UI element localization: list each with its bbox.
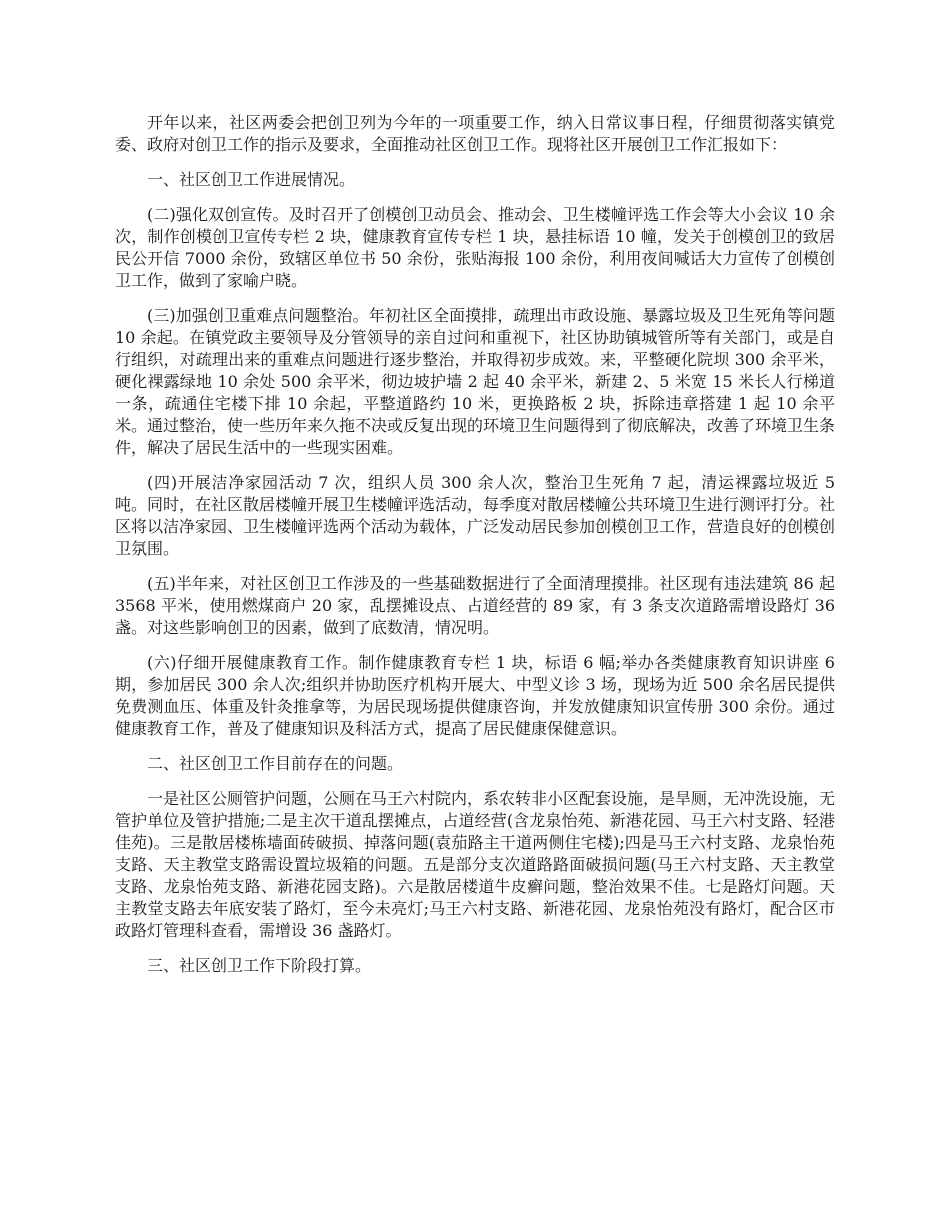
paragraph-problems-list: 一是社区公厕管护问题，公厕在马王六村院内，系农转非小区配套设施，是旱厕，无冲洗设施，无管护单位及管护措施;二是主次干道乱摆摊点，占道经营(含龙泉怡苑、新港花园、马王六村支路、轻港佳苑)。三是散居楼栋墙面砖破损、掉落问题(袁茄路主干道两侧住宅楼);四是马王六村支路、龙泉怡苑支路、天主教堂支路需设置垃圾箱的问题。五是部分支次道路路面破损问题(马王六村支路、天主教堂支路、龙泉怡苑支路、新港花园支路)。六是散居楼道牛皮癣问题，整治效果不佳。七是路灯问题。天主教堂支路去年底安装了路灯，至今未亮灯;马王六村支路、新港花园、龙泉怡苑没有路灯，配合区市政路灯管理科查看，需增设 36 盏路灯。 (115, 789, 836, 940)
paragraph-clean-home: (四)开展洁净家园活动 7 次，组织人员 300 余人次，整治卫生死角 7 起，清运裸露垃圾近 5 吨。同时，在社区散居楼幢开展卫生楼幢评选活动，每季度对散居楼幢公共环境卫生进行测评打分。社区将以洁净家园、卫生楼幢评选两个活动为载体，广泛发动居民参加创模创卫工作，营造良好的创模创卫氛围。 (115, 473, 836, 558)
intro-paragraph: 开年以来，社区两委会把创卫列为今年的一项重要工作，纳入日常议事日程，仔细贯彻落实镇党委、政府对创卫工作的指示及要求，全面推动社区创卫工作。现将社区开展创卫工作汇报如下： (115, 113, 835, 154)
section-heading-progress: 一、社区创卫工作进展情况。 (147, 170, 356, 189)
section-heading-problems: 二、社区创卫工作目前存在的问题。 (147, 754, 404, 773)
section-heading-next-plan: 三、社区创卫工作下阶段打算。 (147, 956, 372, 975)
paragraph-rectification: (三)加强创卫重难点问题整治。年初社区全面摸排，疏理出市政设施、暴露垃圾及卫生死角等问题 10 余起。在镇党政主要领导及分管领导的亲自过问和重视下，社区协助镇城管所等有关部门，或是自行组织，对疏理出来的重难点问题进行逐步整治，并取得初步成效。来，平整硬化院坝 300 余平米，硬化裸露绿地 10 余处 500 余平米，彻边坡护墙 2 起 40 余平米，新建 2、5 米宽 15 米长人行梯道一条，疏通住宅楼下排 10 余起，平整道路约 10 米，更换路板 2 块，拆除违章搭建 1 起 10 余平米。通过整治，使一些历年来久拖不决或反复出现的环境卫生问题得到了彻底解决，改善了环境卫生条件，解决了居民生活中的一些现实困难。 (115, 306, 836, 457)
document-page (115, 112, 835, 990)
paragraph-basic-data: (五)半年来，对社区创卫工作涉及的一些基础数据进行了全面清理摸排。社区现有违法建筑 86 起 3568 平米，使用燃煤商户 20 家，乱摆摊设点、占道经营的 89 家，有 3 条支次道路需增设路灯 36 盏。对这些影响创卫的因素，做到了底数清，情况明。 (115, 574, 835, 637)
paragraph-publicity: (二)强化双创宣传。及时召开了创模创卫动员会、推动会、卫生楼幢评选工作会等大小会议 10 余次，制作创模创卫宣传专栏 2 块，健康教育宣传专栏 1 块，悬挂标语 10 幢，发关于创模创卫的致居民公开信 7000 余份，致辖区单位书 50 余份，张贴海报 100 余份，利用夜间喊话大力宣传了创模创卫工作，做到了家喻户晓。 (115, 205, 835, 290)
paragraph-health-education: (六)仔细开展健康教育工作。制作健康教育专栏 1 块，标语 6 幅;举办各类健康教育知识讲座 6 期，参加居民 300 余人次;组织并协助医疗机构开展大、中型义诊 3 场，现场为近 500 余名居民提供免费测血压、体重及针灸推拿等，为居民现场提供健康咨询，并发放健康知识宣传册 300 余份。通过健康教育工作，普及了健康知识及科活方式，提高了居民健康保健意识。 (115, 653, 835, 738)
